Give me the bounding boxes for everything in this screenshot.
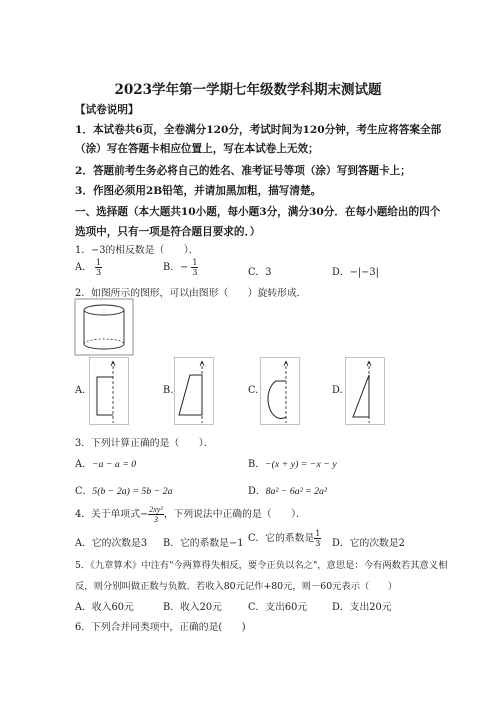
cylinder-figure [74,298,134,356]
q3-option-b[interactable] [248,456,337,470]
q2-option-d-figure [345,357,385,425]
q5-option-d[interactable]: D．支出20元 [332,602,392,613]
q3-option-a-expr: −a − a = 0 [91,459,137,470]
q1-option-b-sign: − [180,262,189,273]
q1-b-denominator: 3 [192,268,198,277]
q2-option-d[interactable]: D. [332,385,343,396]
q1-option-b-fraction [191,258,198,277]
instruction-line-1: 1．本试卷共6页，全卷满分120分，考试时间为120分钟，考生应将答案全部 [75,124,442,136]
instruction-line-1b: （涂）写在答题卡相应位置上，写在本试卷上无效； [75,143,319,155]
q4-c-numerator: 1 [315,529,321,538]
q5-option-c[interactable]: C．支出60元 [248,602,308,613]
q2-option-a[interactable]: A. [75,385,86,396]
q4-c-denominator: 3 [315,539,321,548]
q2-option-c-figure [260,357,300,425]
q3-stem: 3．下列计算正确的是（ ）． [75,438,214,449]
q3-option-c-label: C． [75,486,93,497]
q1-option-a[interactable] [75,258,102,277]
q3-option-d[interactable] [248,483,327,497]
q4-option-b[interactable]: B．它的系数是−1 [163,538,244,549]
q4-option-c-fraction [314,529,321,548]
q3-option-a[interactable] [75,456,136,470]
q1-option-d[interactable]: D．−|−3| [332,267,379,278]
q5-option-a[interactable]: A．收入60元 [75,602,134,613]
q1-a-numerator: 1 [96,258,102,267]
q1-option-c[interactable]: C．3 [248,267,272,278]
q1-option-b[interactable] [163,258,198,277]
q1-option-a-fraction [95,258,102,277]
q4-option-a[interactable]: A．它的次数是3 [75,538,148,549]
instruction-line-3: 3．作图必须用2B铅笔，并请加黑加粗，描写清楚。 [75,185,322,197]
instruction-line-2: 2．答题前考生务必将自己的姓名、准考证号等项（涂）写到答题卡上； [75,165,411,177]
q4-stem-prefix: 4．关于单项式 [75,509,141,520]
q2-stem: 2．如图所示的图形，可以由图形（ ）旋转形成． [75,288,307,299]
q5-stem-line-1: 5．《九章算术》中注有"今两算得失相反，要令正负以名之"，意思是：今有两数若其意义相 [75,560,448,571]
q1-option-a-label: A． [75,262,92,273]
q3-option-b-label: B． [248,459,265,470]
q4-monomial [148,505,164,524]
q5-stem-line-2: 反，则分别叫做正数与负数．若收入80元记作+80元，则－60元表示（ ） [75,581,398,592]
q4-monomial-denominator: 3 [153,515,158,524]
section-heading-line-1: 一、选择题（本大题共10小题，每小题3分，满分30分．在每小题给出的四个 [75,206,441,218]
q4-option-c-label: C．它的系数是 [248,533,315,544]
q4-stem-suffix: ，下列说法中正确的是（ ）． [163,509,306,520]
q4-option-c[interactable] [248,529,321,548]
q6-stem: 6．下列合并同类项中，正确的是( ) [75,622,246,633]
q3-option-c[interactable] [75,483,173,497]
q3-option-d-label: D． [248,486,266,497]
q3-option-d-expr: 8a² − 6a² = 2a² [265,486,327,497]
q1-b-numerator: 1 [192,258,198,267]
q4-stem [75,505,306,524]
section-heading-line-2: 选项中，只有一项是符合题目要求的．） [75,226,261,238]
q3-option-b-expr: −(x + y) = −x − y [265,459,337,470]
q4-monomial-sign: − [140,509,149,520]
q4-option-d[interactable]: D．它的次数是2 [332,538,405,549]
q5-option-b[interactable]: B．收入20元 [163,602,222,613]
q3-option-c-expr: 5(b − 2a) = 5b − 2a [92,486,173,497]
q1-stem: 1．−3的相反数是（ ）． [75,245,199,256]
q3-option-a-label: A． [75,459,92,470]
q2-option-b-figure [174,357,214,425]
q2-option-b[interactable]: B. [163,385,174,396]
q4-monomial-numerator: 2xy² [149,505,163,514]
q2-option-c[interactable]: C. [248,385,259,396]
page-title: 2023学年第一学期七年级数学科期末测试题 [114,82,382,98]
q1-option-b-label: B． [163,262,180,273]
q2-option-a-figure [89,357,129,425]
q1-a-denominator: 3 [96,268,102,277]
instructions-heading: 【试卷说明】 [75,104,139,116]
